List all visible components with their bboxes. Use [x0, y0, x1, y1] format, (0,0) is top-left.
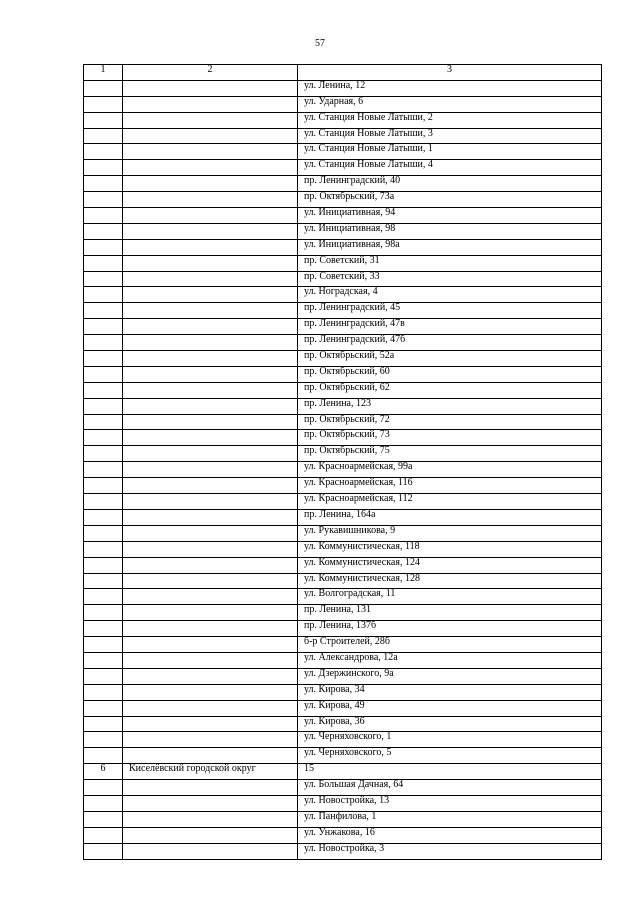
municipality-cell [123, 462, 298, 478]
municipality-cell [123, 366, 298, 382]
row-number-cell [84, 414, 123, 430]
municipality-cell [123, 430, 298, 446]
municipality-cell [123, 748, 298, 764]
address-cell: ул. Ноградская, 4 [298, 287, 602, 303]
table-row [84, 780, 602, 796]
address-cell: пр. Советский, 31 [298, 255, 602, 271]
column-header-3: 3 [298, 65, 602, 81]
row-number-cell [84, 541, 123, 557]
row-number-cell [84, 223, 123, 239]
row-number-cell [84, 716, 123, 732]
address-cell: ул. Новостройка, 3 [298, 843, 602, 859]
count-cell: 15 [298, 764, 602, 780]
address-cell: пр. Ленинградский, 47б [298, 335, 602, 351]
row-number-cell [84, 700, 123, 716]
municipality-cell [123, 684, 298, 700]
address-cell: ул. Александрова, 12а [298, 652, 602, 668]
address-cell: пр. Октябрьский, 52а [298, 351, 602, 367]
table-row [84, 176, 602, 192]
municipality-cell [123, 414, 298, 430]
row-number-cell [84, 573, 123, 589]
municipality-cell [123, 557, 298, 573]
row-number-cell [84, 827, 123, 843]
row-number-cell [84, 605, 123, 621]
municipality-cell [123, 382, 298, 398]
address-cell: ул. Рукавишникова, 9 [298, 525, 602, 541]
row-number-cell [84, 843, 123, 859]
address-cell: ул. Унжакова, 16 [298, 827, 602, 843]
row-number-cell [84, 287, 123, 303]
table-row [84, 637, 602, 653]
address-cell: ул. Дзержинского, 9а [298, 668, 602, 684]
address-cell: пр. Ленина, 164а [298, 509, 602, 525]
municipality-cell [123, 192, 298, 208]
row-number-cell [84, 462, 123, 478]
municipality-cell [123, 827, 298, 843]
table-row [84, 748, 602, 764]
table-row [84, 303, 602, 319]
municipality-cell [123, 128, 298, 144]
table-row [84, 239, 602, 255]
table-row [84, 319, 602, 335]
municipality-cell [123, 160, 298, 176]
column-header-1: 1 [84, 65, 123, 81]
municipality-cell [123, 652, 298, 668]
address-cell: ул. Черняховского, 1 [298, 732, 602, 748]
table-row [84, 494, 602, 510]
municipality-cell [123, 80, 298, 96]
table-row [84, 112, 602, 128]
address-cell: ул. Коммунистическая, 124 [298, 557, 602, 573]
address-cell: ул. Инициативная, 94 [298, 208, 602, 224]
address-cell: пр. Октябрьский, 60 [298, 366, 602, 382]
address-cell: ул. Красноармейская, 116 [298, 478, 602, 494]
row-number-cell [84, 589, 123, 605]
municipality-cell [123, 843, 298, 859]
municipality-cell [123, 605, 298, 621]
row-number-cell [84, 525, 123, 541]
address-cell: ул. Коммунистическая, 118 [298, 541, 602, 557]
row-number-cell [84, 192, 123, 208]
municipality-cell [123, 223, 298, 239]
column-header-2: 2 [123, 65, 298, 81]
table-row [84, 621, 602, 637]
row-number-cell: 6 [84, 764, 123, 780]
row-number-cell [84, 208, 123, 224]
row-number-cell [84, 811, 123, 827]
table-row [84, 398, 602, 414]
table-row [84, 764, 602, 780]
municipality-cell [123, 287, 298, 303]
table-row [84, 652, 602, 668]
address-cell: ул. Красноармейская, 112 [298, 494, 602, 510]
address-cell: ул. Панфилова, 1 [298, 811, 602, 827]
address-cell: ул. Станция Новые Латыши, 3 [298, 128, 602, 144]
address-cell: пр. Ленина, 131 [298, 605, 602, 621]
table-row [84, 462, 602, 478]
municipality-cell [123, 494, 298, 510]
address-cell: ул. Ленина, 12 [298, 80, 602, 96]
municipality-cell: Киселёвский городской округ [123, 764, 298, 780]
municipality-cell [123, 303, 298, 319]
address-cell: пр. Ленина, 123 [298, 398, 602, 414]
table-row [84, 80, 602, 96]
address-cell: б-р Строителей, 28б [298, 637, 602, 653]
table-row [84, 255, 602, 271]
municipality-cell [123, 398, 298, 414]
table-row [84, 382, 602, 398]
row-number-cell [84, 366, 123, 382]
row-number-cell [84, 684, 123, 700]
address-cell: пр. Октябрьский, 73 [298, 430, 602, 446]
table-row [84, 573, 602, 589]
address-cell: ул. Новостройка, 13 [298, 795, 602, 811]
address-cell: ул. Станция Новые Латыши, 4 [298, 160, 602, 176]
row-number-cell [84, 271, 123, 287]
municipality-cell [123, 700, 298, 716]
row-number-cell [84, 509, 123, 525]
address-cell: ул. Коммунистическая, 128 [298, 573, 602, 589]
municipality-cell [123, 335, 298, 351]
row-number-cell [84, 382, 123, 398]
municipality-cell [123, 637, 298, 653]
address-cell: пр. Ленинградский, 40 [298, 176, 602, 192]
table-row [84, 589, 602, 605]
municipality-cell [123, 541, 298, 557]
row-number-cell [84, 748, 123, 764]
table-row [84, 700, 602, 716]
address-cell: ул. Ударная, 6 [298, 96, 602, 112]
address-cell: ул. Кирова, 36 [298, 716, 602, 732]
row-number-cell [84, 303, 123, 319]
municipality-cell [123, 208, 298, 224]
municipality-cell [123, 319, 298, 335]
row-number-cell [84, 668, 123, 684]
table-row [84, 684, 602, 700]
row-number-cell [84, 557, 123, 573]
table-row [84, 541, 602, 557]
address-table-body [84, 65, 602, 860]
table-row [84, 144, 602, 160]
address-cell: ул. Станция Новые Латыши, 2 [298, 112, 602, 128]
address-cell: пр. Октябрьский, 75 [298, 446, 602, 462]
municipality-cell [123, 589, 298, 605]
address-cell: ул. Инициативная, 98 [298, 223, 602, 239]
row-number-cell [84, 637, 123, 653]
municipality-cell [123, 621, 298, 637]
row-number-cell [84, 430, 123, 446]
row-number-cell [84, 160, 123, 176]
table-row [84, 351, 602, 367]
row-number-cell [84, 335, 123, 351]
table-row [84, 843, 602, 859]
table-row [84, 557, 602, 573]
municipality-cell [123, 446, 298, 462]
row-number-cell [84, 128, 123, 144]
table-row [84, 716, 602, 732]
row-number-cell [84, 351, 123, 367]
table-row [84, 128, 602, 144]
row-number-cell [84, 732, 123, 748]
row-number-cell [84, 446, 123, 462]
municipality-cell [123, 144, 298, 160]
municipality-cell [123, 716, 298, 732]
row-number-cell [84, 494, 123, 510]
address-cell: пр. Октябрьский, 62 [298, 382, 602, 398]
page-number: 57 [315, 38, 325, 49]
table-header-row [84, 65, 602, 81]
row-number-cell [84, 652, 123, 668]
table-row [84, 271, 602, 287]
municipality-cell [123, 573, 298, 589]
table-row [84, 605, 602, 621]
municipality-cell [123, 732, 298, 748]
table-row [84, 366, 602, 382]
row-number-cell [84, 80, 123, 96]
table-row [84, 795, 602, 811]
address-cell: ул. Красноармейская, 99а [298, 462, 602, 478]
row-number-cell [84, 112, 123, 128]
table-row [84, 208, 602, 224]
municipality-cell [123, 351, 298, 367]
address-cell: пр. Ленина, 137б [298, 621, 602, 637]
table-row [84, 414, 602, 430]
address-cell: пр. Октябрьский, 72 [298, 414, 602, 430]
row-number-cell [84, 621, 123, 637]
table-row [84, 525, 602, 541]
address-cell: пр. Октябрьский, 73а [298, 192, 602, 208]
row-number-cell [84, 398, 123, 414]
table-row [84, 811, 602, 827]
municipality-cell [123, 96, 298, 112]
row-number-cell [84, 96, 123, 112]
row-number-cell [84, 144, 123, 160]
table-row [84, 160, 602, 176]
table-row [84, 827, 602, 843]
table-row [84, 732, 602, 748]
row-number-cell [84, 478, 123, 494]
address-cell: ул. Кирова, 34 [298, 684, 602, 700]
table-row [84, 668, 602, 684]
table-row [84, 335, 602, 351]
table-row [84, 446, 602, 462]
municipality-cell [123, 239, 298, 255]
municipality-cell [123, 271, 298, 287]
address-cell: ул. Черняховского, 5 [298, 748, 602, 764]
address-cell: ул. Кирова, 49 [298, 700, 602, 716]
municipality-cell [123, 509, 298, 525]
municipality-cell [123, 811, 298, 827]
table-row [84, 509, 602, 525]
municipality-cell [123, 176, 298, 192]
address-cell: пр. Советский, 33 [298, 271, 602, 287]
address-cell: пр. Ленинградский, 45 [298, 303, 602, 319]
row-number-cell [84, 795, 123, 811]
table-row [84, 478, 602, 494]
table-row [84, 223, 602, 239]
municipality-cell [123, 525, 298, 541]
address-cell: ул. Инициативная, 98а [298, 239, 602, 255]
address-table [83, 64, 602, 860]
table-row [84, 287, 602, 303]
row-number-cell [84, 780, 123, 796]
table-row [84, 96, 602, 112]
municipality-cell [123, 780, 298, 796]
address-cell: пр. Ленинградский, 47в [298, 319, 602, 335]
municipality-cell [123, 112, 298, 128]
row-number-cell [84, 239, 123, 255]
address-cell: ул. Волгоградская, 11 [298, 589, 602, 605]
municipality-cell [123, 668, 298, 684]
row-number-cell [84, 255, 123, 271]
address-cell: ул. Станция Новые Латыши, 1 [298, 144, 602, 160]
address-cell: ул. Большая Дачная, 64 [298, 780, 602, 796]
municipality-cell [123, 255, 298, 271]
municipality-cell [123, 795, 298, 811]
municipality-cell [123, 478, 298, 494]
row-number-cell [84, 319, 123, 335]
table-row [84, 430, 602, 446]
row-number-cell [84, 176, 123, 192]
table-row [84, 192, 602, 208]
